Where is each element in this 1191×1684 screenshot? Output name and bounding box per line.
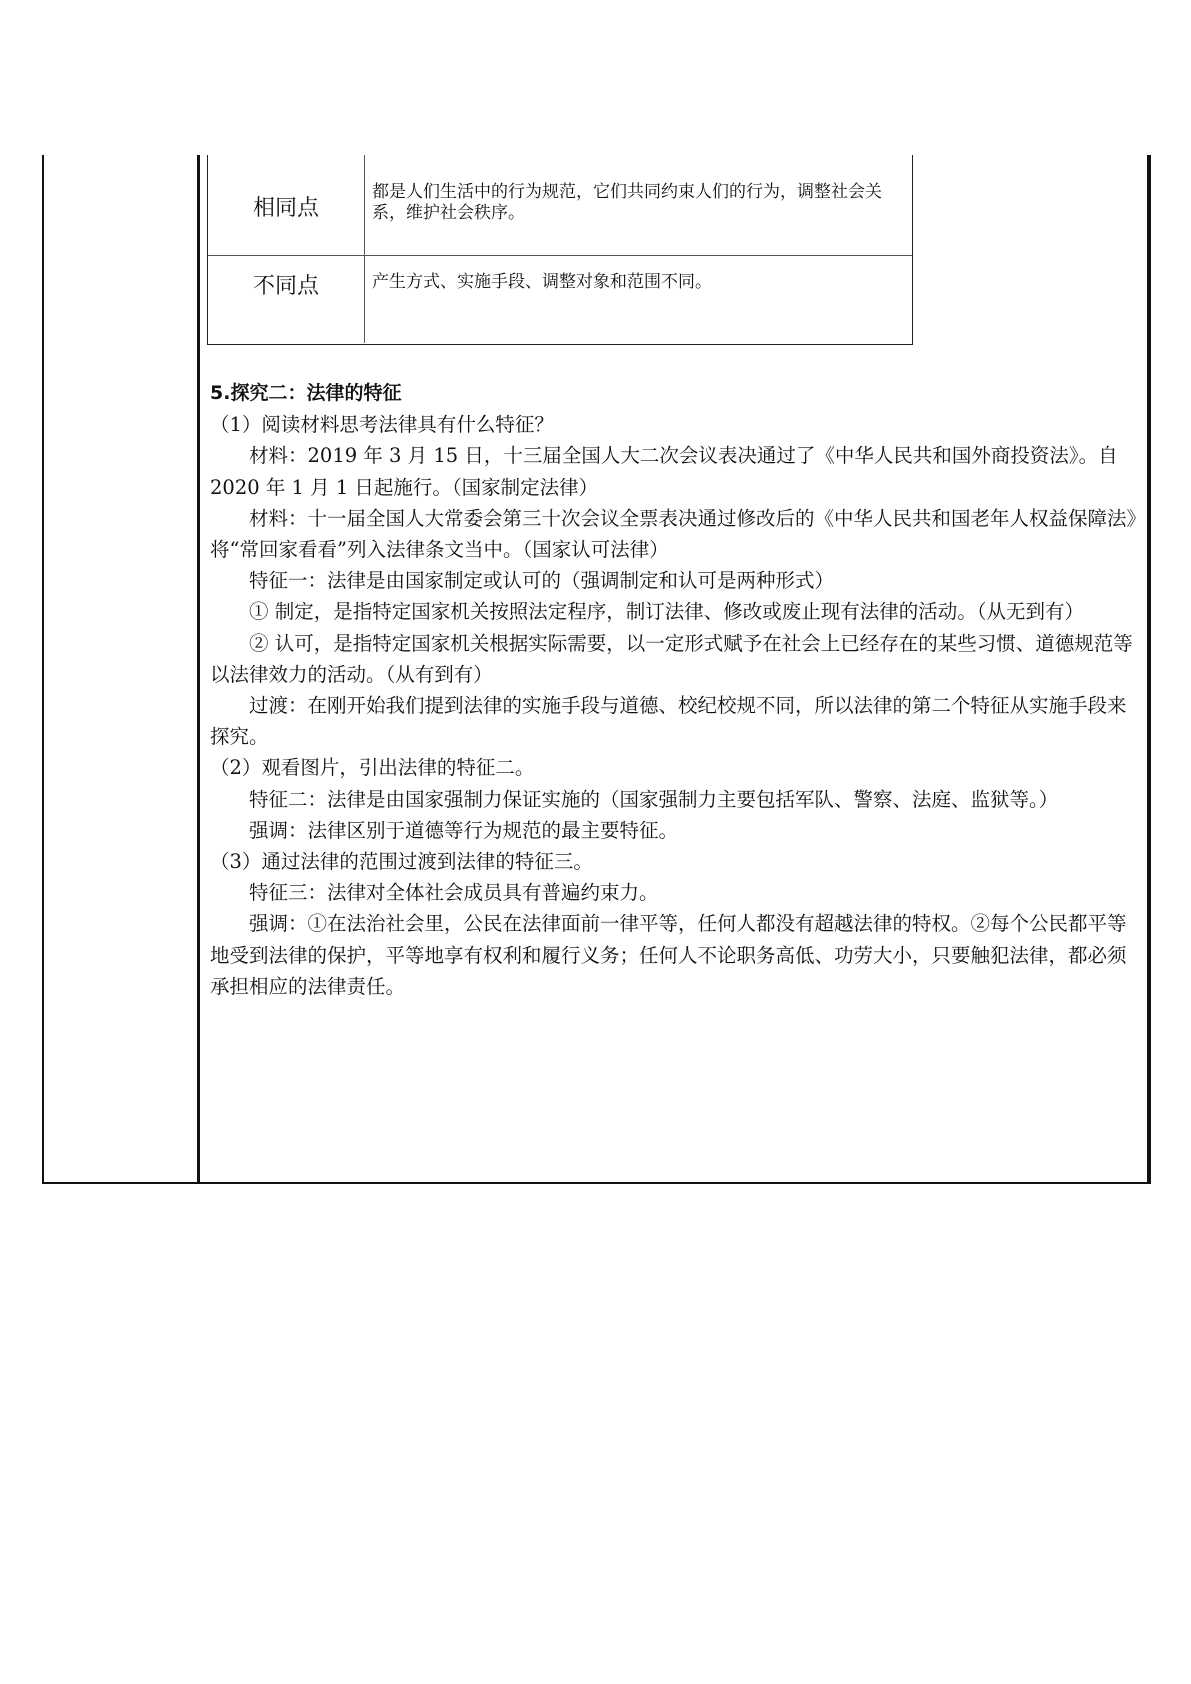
diff-text: 产生方式、实施手段、调整对象和范围不同。	[372, 272, 712, 292]
section-content	[210, 378, 1145, 1002]
diff-label: 不同点	[208, 255, 365, 343]
feature-3: 特征三：法律对全体社会成员具有普遍约束力。	[249, 881, 659, 905]
section-heading: 5.探究二：法律的特征	[210, 382, 402, 404]
feature-1: 特征一：法律是由国家制定或认可的（强调制定和认可是两种形式）	[249, 569, 835, 593]
feature-2: 特征二：法律是由国家强制力保证实施的（国家强制力主要包括军队、警察、法庭、监狱等。）	[249, 787, 1059, 811]
emphasis-1: 强调：法律区别于道德等行为规范的最主要特征。	[249, 818, 679, 842]
question-3: （3）通过法律的范围过渡到法律的特征三。	[210, 850, 593, 874]
same-text: 都是人们生活中的行为规范，它们共同约束人们的行为，调整社会关系，维护社会秩序。	[372, 182, 882, 223]
question-1: （1）阅读材料思考法律具有什么特征？	[210, 413, 554, 437]
feature-1-point-2: ② 认可，是指特定国家机关根据实际需要，以一定形式赋予在社会上已经存在的某些习惯、道德规范等以法律效力的活动。（从有到有）	[210, 631, 1133, 686]
comparison-row-diff	[208, 255, 912, 343]
question-2: （2）观看图片，引出法律的特征二。	[210, 756, 535, 780]
column-divider	[197, 155, 200, 1184]
material-1: 材料：2019 年 3 月 15 日，十三届全国人大二次会议表决通过了《中华人民共和国外商投资法》。自 2020 年 1 月 1 日起施行。（国家制定法律）	[210, 444, 1118, 499]
table-right-edge	[1147, 155, 1151, 1184]
transition: 过渡：在刚开始我们提到法律的实施手段与道德、校纪校规不同，所以法律的第二个特征从实施手段来探究。	[210, 694, 1127, 749]
comparison-table	[207, 155, 913, 345]
material-2: 材料：十一届全国人大常委会第三十次会议全票表决通过修改后的《中华人民共和国老年人权益保障法》将“常回家看看”列入法律条文当中。（国家认可法律）	[210, 506, 1137, 562]
same-label: 相同点	[208, 155, 365, 255]
feature-1-point-1: ① 制定，是指特定国家机关按照法定程序，制订法律、修改或废止现有法律的活动。（从无到有）	[249, 600, 1084, 624]
emphasis-2: 强调：①在法治社会里，公民在法律面前一律平等，任何人都没有超越法律的特权。②每个公民都平等地受到法律的保护，平等地享有权利和履行义务；任何人不论职务高低、功劳大小，只要触犯法律，都必须承担相应的法律责任。	[210, 912, 1127, 998]
comparison-row-same	[208, 155, 912, 256]
